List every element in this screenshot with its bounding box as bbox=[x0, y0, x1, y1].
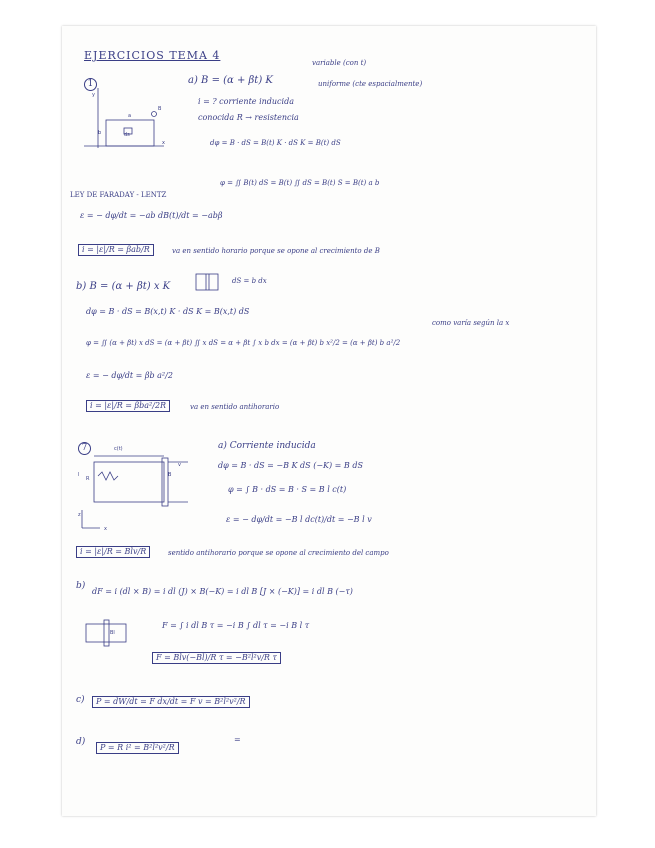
p1a-note-variable: variable (con t) bbox=[312, 59, 367, 67]
p1b-current-direction: va en sentido antihorario bbox=[190, 403, 280, 411]
p1a-emf: ε = − dφ/dt = −ab dB(t)/dt = −abβ bbox=[80, 211, 223, 220]
p1b-flux-total: φ = ∬ (α + βt) x dS = (α + βt) ∬ x dS = α + βt ∫ x b dx = (α + βt) b x²/2 = (α + βt) b a²/2 bbox=[86, 339, 401, 347]
p1a-known-resistance: conocida R → resistencia bbox=[198, 113, 299, 122]
p7a-emf: ε = − dφ/dt = −B l dc(t)/dt = −B l v bbox=[226, 515, 372, 524]
p7d-power-result: P = R i² = B²l²v²/R bbox=[96, 742, 179, 754]
p7b-label: b) bbox=[76, 581, 86, 591]
p1a-fig-ds: ds bbox=[124, 132, 130, 138]
p1b-field-equation: b) B = (α + βt) x K bbox=[76, 281, 171, 292]
p7-fig-R: R bbox=[86, 476, 90, 482]
p7-fig-ct: c(t) bbox=[114, 446, 123, 452]
p1b-strip-figure bbox=[194, 272, 224, 292]
p7b-bar-figure bbox=[84, 618, 128, 648]
p7-fig-z: z bbox=[78, 512, 81, 518]
p7d-equal-mark: = bbox=[234, 735, 241, 744]
p7a-flux-element: dφ = B · dS = −B K dS (−K) = B dS bbox=[218, 461, 363, 470]
p1b-emf: ε = − dφ/dt = βb a²/2 bbox=[86, 371, 173, 380]
problem-1-number: 1 bbox=[84, 78, 97, 91]
p1b-area-element: dS = b dx bbox=[232, 277, 267, 285]
p1a-field-equation: a) B = (α + βt) K bbox=[188, 75, 273, 86]
p1a-fig-B: B bbox=[158, 106, 162, 112]
p7-fig-B: B bbox=[168, 472, 172, 478]
p7c-power-result: P = dW/dt = F dx/dt = F v = B²l²v²/R bbox=[92, 696, 250, 708]
p1b-flux-note: como varía según la x bbox=[432, 319, 510, 327]
p1a-current-result: i = |ε|/R = βab/R bbox=[78, 244, 154, 256]
p1a-fig-x: x bbox=[162, 140, 165, 146]
p7a-heading: a) Corriente inducida bbox=[218, 441, 316, 451]
p1a-unknown-current: i = ? corriente inducida bbox=[198, 97, 294, 106]
p7b-force-element: dF = i (dl × B) = i dl (J) × B(−K) = i dl B [J × (−K)] = i dl B (−τ) bbox=[92, 587, 353, 596]
p7a-flux-total: φ = ∫ B · dS = B · S = B l c(t) bbox=[228, 485, 347, 494]
p7a-current-direction: sentido antihorario porque se opone al crecimiento del campo bbox=[168, 549, 389, 557]
p1a-fig-b: b bbox=[98, 130, 102, 136]
p7-fig-l: l bbox=[78, 472, 80, 478]
p1a-flux-total: φ = ∬ B(t) dS = B(t) ∬ dS = B(t) S = B(t) a b bbox=[220, 179, 380, 187]
p7b-force-integral: F = ∫ i dl B τ = −i B ∫ dl τ = −i B l τ bbox=[162, 621, 310, 630]
p7b-force-result: F = Blv(−Bl)/R τ = −B²l²v/R τ bbox=[152, 652, 281, 664]
p1a-fig-a: a bbox=[128, 113, 132, 119]
p1a-note-uniform: uniforme (cte espacialmente) bbox=[318, 80, 423, 88]
notebook-page bbox=[62, 26, 596, 816]
p7c-label: c) bbox=[76, 695, 85, 705]
problem-7-number: 7 bbox=[78, 442, 91, 455]
p1a-current-direction: va en sentido horario porque se opone al crecimiento de B bbox=[172, 247, 380, 255]
p7a-current-result: i = |ε|/R = Blv/R bbox=[76, 546, 150, 558]
p1b-current-result: i = |ε|/R = βba²/2R bbox=[86, 400, 170, 412]
page-title: EJERCICIOS TEMA 4 bbox=[84, 49, 221, 62]
p7-fig-x: x bbox=[104, 526, 107, 532]
p1b-flux-element: dφ = B · dS = B(x,t) K · dS K = B(x,t) dS bbox=[86, 307, 250, 316]
faraday-lenz-heading: LEY DE FARADAY - LENTZ bbox=[70, 191, 167, 199]
p7b-fig-Bl: Bl bbox=[110, 630, 115, 636]
p1a-fig-y: y bbox=[92, 92, 95, 98]
p7-fig-v: v bbox=[178, 462, 181, 468]
p7d-label: d) bbox=[76, 737, 86, 747]
p1a-flux-element: dφ = B · dS = B(t) K · dS K = B(t) dS bbox=[210, 139, 341, 147]
